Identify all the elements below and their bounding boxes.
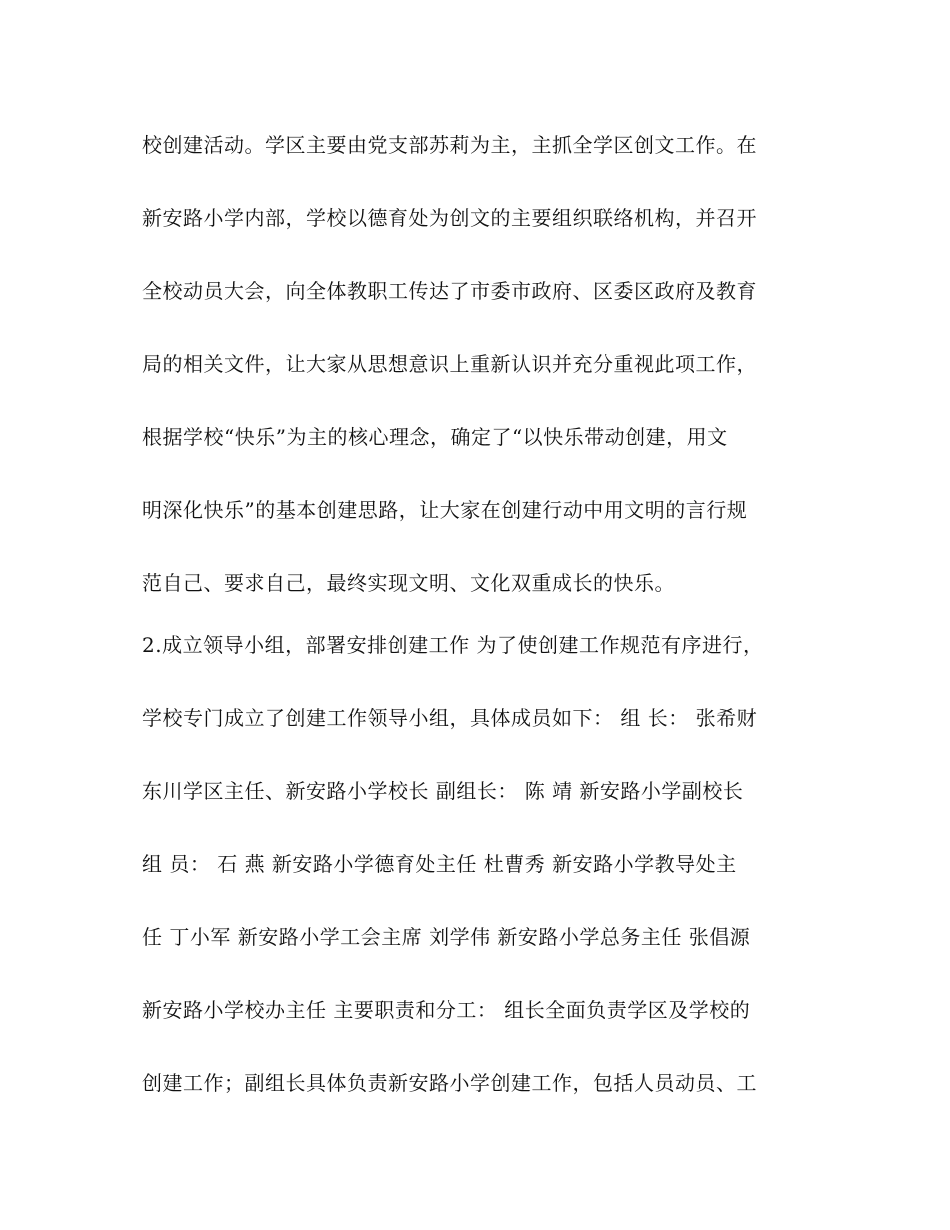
- text-line: 组 员： 石 燕 新安路小学德育处主任 杜曹秀 新安路小学教导处主: [142, 852, 737, 876]
- text-line: 新安路小学校办主任 主要职责和分工： 组长全面负责学区及学校的: [142, 998, 751, 1022]
- text-line: 全校动员大会，向全体教职工传达了市委市政府、区委区政府及教育: [142, 279, 757, 303]
- text-line: 创建工作；副组长具体负责新安路小学创建工作，包括人员动员、工: [142, 1071, 757, 1095]
- text-line: 东川学区主任、新安路小学校长 副组长： 陈 靖 新安路小学副校长: [142, 779, 744, 803]
- text-line: 范自己、要求自己，最终实现文明、文化双重成长的快乐。: [142, 571, 675, 595]
- text-line: 新安路小学内部，学校以德育处为创文的主要组织联络机构，并召开: [142, 206, 757, 230]
- text-line: 明深化快乐”的基本创建思路，让大家在创建行动中用文明的言行规: [142, 498, 748, 522]
- text-line: 局的相关文件，让大家从思想意识上重新认识并充分重视此项工作，: [142, 352, 757, 376]
- text-line: 根据学校“快乐”为主的核心理念，确定了“以快乐带动创建，用文: [142, 425, 728, 449]
- text-line: 学校专门成立了创建工作领导小组，具体成员如下： 组 长： 张希财: [142, 706, 758, 730]
- text-line: 任 丁小军 新安路小学工会主席 刘学伟 新安路小学总务主任 张倡源: [142, 925, 751, 949]
- section-heading-line: 2.成立领导小组，部署安排创建工作 为了使创建工作规范有序进行，: [142, 633, 764, 657]
- text-line: 校创建活动。学区主要由党支部苏莉为主，主抓全学区创文工作。在: [142, 133, 757, 157]
